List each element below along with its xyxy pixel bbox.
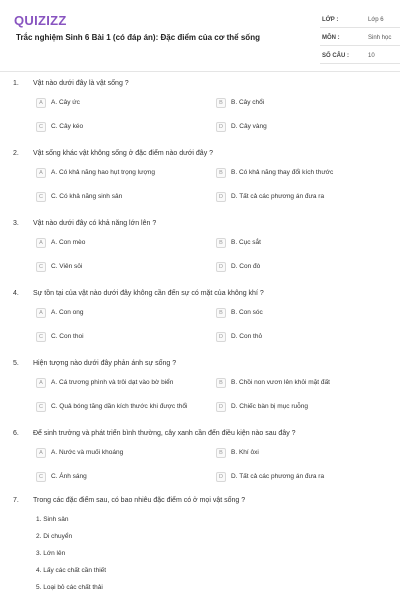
meta-row-grade xyxy=(320,14,400,28)
option-text: B. Con sóc xyxy=(231,309,263,316)
option-text: D. Chiếc bàn bị mục ruỗng xyxy=(231,403,308,410)
option-text: C. Con thoi xyxy=(51,333,84,340)
option-b[interactable] xyxy=(216,98,386,110)
option-letter-badge: A xyxy=(36,378,46,388)
option-letter-badge: D xyxy=(216,472,226,482)
option-a[interactable] xyxy=(36,308,206,320)
option-text: B. Cây chổi xyxy=(231,99,265,106)
question-text: Vật nào dưới đây là vật sống ? xyxy=(33,80,129,87)
question-text: Vật nào dưới đây có khả năng lớn lên ? xyxy=(33,220,157,227)
option-text: B. Chồi non vươn lên khỏi mặt đất xyxy=(231,379,330,386)
option-d[interactable] xyxy=(216,472,386,484)
option-d[interactable] xyxy=(216,262,386,274)
option-letter-badge: B xyxy=(216,308,226,318)
option-text: D. Tất cả các phương án đưa ra xyxy=(231,473,325,480)
option-a[interactable] xyxy=(36,448,206,460)
list-item: 2. Di chuyển xyxy=(36,533,73,540)
option-letter-badge: D xyxy=(216,262,226,272)
option-text: A. Cây ức xyxy=(51,99,80,106)
option-c[interactable] xyxy=(36,122,206,134)
header-divider xyxy=(0,71,400,72)
option-d[interactable] xyxy=(216,122,386,134)
option-letter-badge: B xyxy=(216,98,226,108)
meta-row-question-count xyxy=(320,50,400,64)
option-letter-badge: B xyxy=(216,448,226,458)
option-letter-badge: A xyxy=(36,98,46,108)
option-letter-badge: D xyxy=(216,122,226,132)
option-a[interactable] xyxy=(36,378,206,390)
option-letter-badge: B xyxy=(216,378,226,388)
question-number: 5. xyxy=(13,360,19,367)
option-c[interactable] xyxy=(36,262,206,274)
option-b[interactable] xyxy=(216,308,386,320)
option-a[interactable] xyxy=(36,98,206,110)
option-text: D. Con đò xyxy=(231,263,261,270)
option-text: C. Có khả năng sinh sản xyxy=(51,193,123,200)
question-text: Vật sống khác vật không sống ở đặc điểm nào dưới đây ? xyxy=(33,150,214,157)
option-a[interactable] xyxy=(36,238,206,250)
option-c[interactable] xyxy=(36,402,206,414)
option-letter-badge: B xyxy=(216,168,226,178)
option-b[interactable] xyxy=(216,378,386,390)
question-number: 7. xyxy=(13,497,19,504)
option-letter-badge: A xyxy=(36,238,46,248)
option-text: C. Quả bóng tăng dần kích thước khi được thổi xyxy=(51,403,188,410)
option-d[interactable] xyxy=(216,332,386,344)
option-d[interactable] xyxy=(216,192,386,204)
option-text: A. Có khả năng hao hụt trọng lượng xyxy=(51,169,156,176)
option-letter-badge: A xyxy=(36,168,46,178)
question-number: 6. xyxy=(13,430,19,437)
option-text: A. Con ong xyxy=(51,309,84,316)
option-letter-badge: C xyxy=(36,472,46,482)
option-text: C. Viên sỏi xyxy=(51,263,83,270)
option-letter-badge: D xyxy=(216,192,226,202)
option-letter-badge: B xyxy=(216,238,226,248)
option-letter-badge: D xyxy=(216,332,226,342)
option-letter-badge: A xyxy=(36,448,46,458)
option-letter-badge: D xyxy=(216,402,226,412)
question-number: 4. xyxy=(13,290,19,297)
question-text: Hiện tượng nào dưới đây phản ánh sự sống ? xyxy=(33,360,177,367)
meta-label: SỐ CÂU : xyxy=(322,53,349,59)
option-letter-badge: C xyxy=(36,192,46,202)
option-letter-badge: C xyxy=(36,402,46,412)
worksheet-meta xyxy=(320,14,400,68)
meta-row-subject xyxy=(320,32,400,46)
option-text: C. Cây kéo xyxy=(51,123,84,130)
option-text: D. Con thỏ xyxy=(231,333,263,340)
option-b[interactable] xyxy=(216,168,386,180)
list-item: 4. Lấy các chất cần thiết xyxy=(36,567,107,574)
meta-value: Sinh học xyxy=(368,35,392,41)
option-text: D. Cây vàng xyxy=(231,123,267,130)
option-letter-badge: C xyxy=(36,122,46,132)
option-text: A. Nước và muối khoáng xyxy=(51,449,124,456)
meta-label: MÔN : xyxy=(322,35,340,41)
quizizz-logo[interactable]: QUIZIZZ xyxy=(14,13,67,28)
list-item: 3. Lớn lên xyxy=(36,550,66,557)
question-text: Trong các đặc điểm sau, có bao nhiêu đặc điểm có ở mọi vật sống ? xyxy=(33,497,246,504)
option-text: B. Khí ôxi xyxy=(231,449,259,456)
list-item: 5. Loại bỏ các chất thải xyxy=(36,584,103,591)
question-text: Sự tồn tại của vật nào dưới đây không cần đến sự có mặt của không khí ? xyxy=(33,290,264,297)
question-number: 1. xyxy=(13,80,19,87)
option-c[interactable] xyxy=(36,472,206,484)
option-letter-badge: A xyxy=(36,308,46,318)
option-text: C. Ánh sáng xyxy=(51,473,87,480)
option-c[interactable] xyxy=(36,192,206,204)
meta-label: LỚP : xyxy=(322,17,339,23)
question-number: 3. xyxy=(13,220,19,227)
question-text: Để sinh trưởng và phát triển bình thường, cây xanh cần đến điều kiện nào sau đây ? xyxy=(33,430,296,437)
option-b[interactable] xyxy=(216,448,386,460)
option-text: A. Con mèo xyxy=(51,239,86,246)
option-letter-badge: C xyxy=(36,332,46,342)
option-b[interactable] xyxy=(216,238,386,250)
option-letter-badge: C xyxy=(36,262,46,272)
worksheet-title: Trắc nghiệm Sinh 6 Bài 1 (có đáp án): Đặc điểm của cơ thể sống xyxy=(16,33,260,42)
option-text: D. Tất cả các phương án đưa ra xyxy=(231,193,325,200)
option-d[interactable] xyxy=(216,402,386,414)
meta-value: 10 xyxy=(368,53,375,59)
option-a[interactable] xyxy=(36,168,206,180)
option-c[interactable] xyxy=(36,332,206,344)
meta-value: Lớp 6 xyxy=(368,17,384,23)
worksheet-header xyxy=(10,10,394,66)
option-text: B. Cục sắt xyxy=(231,239,261,246)
option-text: A. Cá trương phình và trôi dạt vào bờ biển xyxy=(51,379,174,386)
list-item: 1. Sinh sản xyxy=(36,516,69,523)
question-number: 2. xyxy=(13,150,19,157)
option-text: B. Có khả năng thay đổi kích thước xyxy=(231,169,334,176)
